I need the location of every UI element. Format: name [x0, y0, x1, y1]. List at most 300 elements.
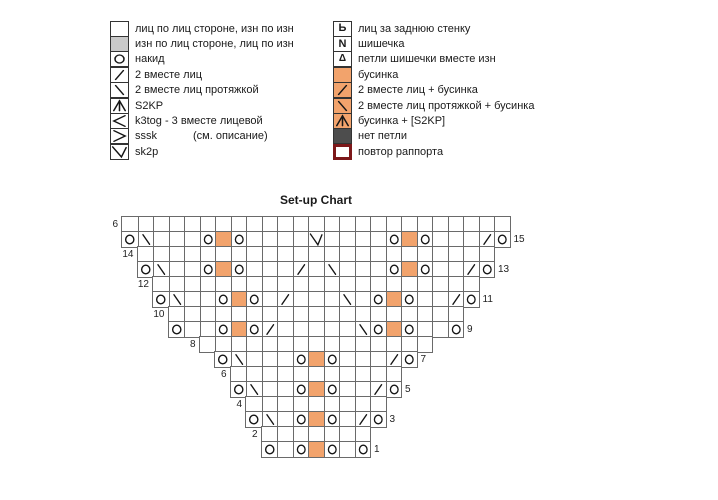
chart-cell-bead: [231, 292, 247, 307]
chart-row-1: [261, 441, 372, 458]
chart-cell-blank: [324, 307, 340, 322]
legend-label: петли шишечки вместе изн: [358, 53, 496, 66]
row-label-left: 8: [189, 339, 196, 350]
chart-cell-yo: [200, 262, 216, 277]
chart-cell-blank: [355, 337, 371, 352]
chart-cell-blank: [293, 232, 309, 247]
chart-cell-blank: [246, 352, 262, 367]
k3tog-icon: [110, 113, 129, 129]
chart-cell-yo: [494, 232, 510, 247]
chart-cell-blank: [386, 367, 402, 382]
chart-cell-k2tog: [293, 262, 309, 277]
chart-cell-blank: [355, 382, 371, 397]
row-label-left: 4: [236, 399, 242, 410]
chart-cell-yo: [324, 412, 340, 427]
chart-cell-k2tog: [386, 352, 402, 367]
chart-cell-bead: [231, 322, 247, 337]
chart-cell-blank: [479, 217, 495, 232]
chart-cell-blank: [370, 262, 386, 277]
chart-cell-yo: [293, 352, 309, 367]
legend-item-s2kp: [110, 98, 294, 113]
chart-cell-blank: [277, 367, 293, 382]
chart-cell-blank: [184, 217, 200, 232]
legend-label: sssk: [135, 130, 157, 143]
chart-cell-blank: [339, 277, 355, 292]
chart-cell-ssk: [262, 412, 278, 427]
chart-cell-blank: [448, 262, 464, 277]
chart-cell-blank: [386, 247, 402, 262]
chart-cell-blank: [386, 307, 402, 322]
chart-cell-blank: [355, 232, 371, 247]
row-label-left: 2: [251, 429, 258, 440]
legend-item-ktbl: [333, 21, 534, 36]
legend-item-bobble-dec: [333, 52, 534, 67]
chart-cell-blank: [262, 367, 278, 382]
chart-cell-blank: [246, 397, 262, 412]
chart-cell-blank: [339, 307, 355, 322]
chart-cell-yo: [200, 232, 216, 247]
chart-cell-bead: [308, 412, 324, 427]
chart-cell-yo: [122, 232, 138, 247]
chart-cell-blank: [169, 217, 185, 232]
chart-cell-blank: [169, 247, 185, 262]
chart-cell-yo: [386, 262, 402, 277]
chart-cell-yo: [324, 382, 340, 397]
chart-cell-blank: [324, 217, 340, 232]
chart-cell-yo: [215, 352, 231, 367]
chart-cell-yo: [231, 232, 247, 247]
chart-cell-bead: [308, 442, 324, 457]
legend-label: S2KP: [135, 99, 164, 112]
row-label-right: 7: [420, 354, 427, 365]
legend-label: изн по лиц стороне, лиц по изн: [135, 38, 294, 51]
chart-cell-blank: [293, 322, 309, 337]
legend-item-knit: [110, 21, 294, 36]
chart-cell-blank: [324, 367, 340, 382]
chart-cell-sk2p: [308, 232, 324, 247]
chart-cell-bead: [386, 322, 402, 337]
chart-cell-k2tog: [479, 232, 495, 247]
chart-cell-blank: [262, 247, 278, 262]
chart-cell-bead: [386, 292, 402, 307]
chart-cell-blank: [277, 382, 293, 397]
chart-cell-blank: [355, 217, 371, 232]
chart-cell-ssk: [339, 292, 355, 307]
chart-cell-yo: [231, 382, 247, 397]
chart-cell-blank: [200, 217, 216, 232]
sk2p-icon: [110, 144, 129, 160]
chart-cell-blank: [432, 322, 448, 337]
chart-cell-blank: [277, 247, 293, 262]
chart-cell-blank: [293, 427, 309, 442]
chart-cell-blank: [448, 247, 464, 262]
chart-cell-blank: [231, 337, 247, 352]
chart-cell-blank: [401, 307, 417, 322]
chart-cell-blank: [308, 262, 324, 277]
chart-cell-blank: [293, 397, 309, 412]
chart-cell-blank: [308, 307, 324, 322]
chart-cell-blank: [432, 217, 448, 232]
chart-cell-blank: [417, 277, 433, 292]
chart-cell-blank: [200, 247, 216, 262]
chart-cell-blank: [262, 292, 278, 307]
purl-icon: [110, 36, 129, 52]
chart-cell-ssk: [231, 352, 247, 367]
chart-cell-yo: [355, 442, 371, 457]
legend-label: k3tog - 3 вместе лицевой: [135, 115, 263, 128]
chart-cell-blank: [246, 217, 262, 232]
chart-cell-blank: [308, 367, 324, 382]
chart-cell-blank: [432, 292, 448, 307]
legend-item-repeat: [333, 144, 534, 159]
chart-cell-blank: [432, 277, 448, 292]
chart-title: Set-up Chart: [280, 193, 352, 207]
chart-cell-blank: [339, 352, 355, 367]
chart-cell-blank: [339, 412, 355, 427]
ssk-icon: [110, 82, 129, 98]
chart-cell-blank: [339, 382, 355, 397]
chart-cell-blank: [169, 262, 185, 277]
chart-cell-blank: [277, 412, 293, 427]
chart-cell-blank: [277, 427, 293, 442]
chart-cell-ssk: [324, 262, 340, 277]
chart-cell-blank: [370, 367, 386, 382]
legend-label: шишечка: [358, 38, 405, 51]
chart-cell-blank: [417, 292, 433, 307]
chart-cell-yo: [215, 322, 231, 337]
chart-cell-blank: [246, 337, 262, 352]
row-label-right: 11: [482, 294, 493, 305]
chart-cell-blank: [200, 307, 216, 322]
chart-cell-blank: [463, 277, 479, 292]
chart-cell-blank: [401, 337, 417, 352]
chart-cell-blank: [277, 352, 293, 367]
bead-icon: [333, 67, 352, 83]
legend-label: лиц по лиц стороне, изн по изн: [135, 22, 294, 35]
chart-cell-blank: [246, 277, 262, 292]
legend-label: повтор раппорта: [358, 145, 444, 158]
chart-cell-blank: [339, 397, 355, 412]
chart-cell-blank: [169, 232, 185, 247]
chart-cell-blank: [293, 307, 309, 322]
chart-cell-blank: [401, 247, 417, 262]
chart-cell-blank: [308, 277, 324, 292]
chart-cell-yo: [246, 292, 262, 307]
chart-cell-blank: [308, 337, 324, 352]
chart-cell-blank: [246, 367, 262, 382]
chart-cell-blank: [277, 307, 293, 322]
chart-cell-blank: [231, 217, 247, 232]
chart-cell-blank: [246, 262, 262, 277]
chart-cell-bead: [215, 262, 231, 277]
chart-cell-blank: [262, 262, 278, 277]
chart-cell-blank: [122, 217, 138, 232]
legend-label: sk2p: [135, 145, 159, 158]
chart-cell-bead: [308, 352, 324, 367]
chart-cell-blank: [401, 277, 417, 292]
chart-cell-blank: [200, 292, 216, 307]
chart-cell-blank: [370, 337, 386, 352]
chart-cell-blank: [370, 307, 386, 322]
chart-cell-blank: [184, 307, 200, 322]
legend-label: 2 вместе лиц: [135, 68, 203, 81]
chart-cell-blank: [184, 247, 200, 262]
chart-cell-blank: [324, 232, 340, 247]
no-stitch-icon: [333, 128, 352, 144]
chart-cell-blank: [432, 262, 448, 277]
row-label-right: 13: [498, 264, 510, 275]
row-label-left: 6: [220, 369, 227, 380]
yo-icon: [110, 51, 129, 67]
chart-cell-blank: [246, 307, 262, 322]
chart-cell-blank: [308, 247, 324, 262]
chart-cell-blank: [339, 232, 355, 247]
chart-cell-blank: [370, 397, 386, 412]
chart-cell-blank: [448, 277, 464, 292]
chart-cell-blank: [308, 427, 324, 442]
chart-cell-blank: [355, 367, 371, 382]
chart-cell-blank: [417, 337, 433, 352]
bobble-dec-icon: Δ: [333, 51, 352, 67]
legend-label-note: (см. описание): [193, 130, 268, 143]
legend-label: 2 вместе лиц протяжкой + бусинка: [358, 99, 535, 112]
chart-cell-blank: [417, 217, 433, 232]
chart-cell-blank: [324, 337, 340, 352]
chart-cell-blank: [432, 247, 448, 262]
chart-cell-blank: [355, 427, 371, 442]
legend-label: нет петли: [358, 130, 407, 143]
chart-cell-blank: [339, 367, 355, 382]
chart-cell-blank: [386, 277, 402, 292]
chart-cell-blank: [324, 277, 340, 292]
row-label-right: 9: [467, 324, 473, 335]
chart-cell-blank: [293, 247, 309, 262]
chart-cell-blank: [339, 322, 355, 337]
chart-cell-blank: [246, 247, 262, 262]
chart-cell-blank: [246, 232, 262, 247]
legend-item-ssk: [110, 83, 294, 98]
chart-cell-blank: [277, 337, 293, 352]
chart-cell-blank: [184, 277, 200, 292]
legend-item-k2tog: [110, 67, 294, 82]
chart-cell-blank: [370, 277, 386, 292]
chart-cell-yo: [417, 262, 433, 277]
chart-cell-k2tog: [448, 292, 464, 307]
bead-s2kp-icon: [333, 113, 352, 129]
bobble-icon: N: [333, 36, 352, 52]
knit-icon: [110, 21, 129, 37]
chart-cell-blank: [277, 277, 293, 292]
chart-cell-blank: [432, 232, 448, 247]
chart-cell-blank: [231, 247, 247, 262]
chart-cell-blank: [184, 232, 200, 247]
chart-cell-ssk: [355, 322, 371, 337]
chart-cell-bead: [401, 232, 417, 247]
chart-cell-blank: [293, 277, 309, 292]
row-label-left: 10: [153, 309, 165, 320]
chart-cell-blank: [308, 397, 324, 412]
chart-cell-blank: [153, 277, 169, 292]
chart-cell-blank: [386, 337, 402, 352]
chart-cell-yo: [401, 292, 417, 307]
chart-cell-blank: [200, 277, 216, 292]
ktbl-icon: Ь: [333, 21, 352, 37]
chart-cell-blank: [386, 217, 402, 232]
chart-cell-ssk: [138, 232, 154, 247]
chart-cell-yo: [324, 352, 340, 367]
chart-cell-blank: [355, 262, 371, 277]
chart-cell-blank: [153, 232, 169, 247]
legend-label: накид: [135, 53, 165, 66]
chart-cell-blank: [262, 352, 278, 367]
chart-cell-blank: [169, 277, 185, 292]
chart-cell-k2tog: [463, 262, 479, 277]
chart-cell-blank: [339, 262, 355, 277]
chart-cell-blank: [293, 337, 309, 352]
bead-k2tog-icon: [333, 82, 352, 98]
chart-cell-yo: [370, 292, 386, 307]
chart-cell-blank: [277, 397, 293, 412]
chart-cell-blank: [308, 292, 324, 307]
chart-cell-yo: [417, 232, 433, 247]
chart-cell-yo: [138, 262, 154, 277]
chart-cell-blank: [153, 247, 169, 262]
chart-cell-blank: [138, 217, 154, 232]
chart-cell-blank: [231, 307, 247, 322]
legend-label: лиц за заднюю стенку: [358, 22, 471, 35]
legend-right-column: [333, 21, 534, 160]
chart-cell-bead: [401, 262, 417, 277]
legend-label: бусинка: [358, 68, 399, 81]
chart-cell-blank: [262, 397, 278, 412]
chart-cell-blank: [308, 217, 324, 232]
row-label-left: 6: [112, 219, 118, 230]
chart-cell-blank: [262, 277, 278, 292]
chart-cell-blank: [169, 307, 185, 322]
legend-item-sk2p: [110, 144, 294, 159]
legend-item-purl: [110, 36, 294, 51]
chart-cell-yo: [231, 262, 247, 277]
chart-cell-blank: [448, 217, 464, 232]
row-label-right: 5: [405, 384, 411, 395]
chart-cell-blank: [370, 352, 386, 367]
k2tog-icon: [110, 67, 129, 83]
chart-cell-blank: [215, 277, 231, 292]
chart-cell-blank: [355, 352, 371, 367]
chart-cell-blank: [262, 427, 278, 442]
chart-cell-blank: [401, 217, 417, 232]
chart-cell-blank: [355, 292, 371, 307]
chart-cell-blank: [355, 397, 371, 412]
chart-cell-blank: [277, 232, 293, 247]
row-label-right: 1: [374, 444, 380, 455]
chart-cell-blank: [184, 262, 200, 277]
chart-cell-blank: [153, 217, 169, 232]
chart-cell-yo: [448, 322, 464, 337]
chart-cell-yo: [293, 442, 309, 457]
chart-cell-ssk: [246, 382, 262, 397]
chart-cell-blank: [355, 247, 371, 262]
legend-item-bead: [333, 67, 534, 82]
legend-item-bead-ssk: [333, 98, 534, 113]
row-label-left: 14: [122, 249, 134, 260]
legend-item-no-stitch: [333, 129, 534, 144]
chart-cell-yo: [262, 442, 278, 457]
chart-cell-blank: [215, 217, 231, 232]
chart-cell-blank: [463, 217, 479, 232]
chart-cell-bead: [308, 382, 324, 397]
chart-cell-yo: [401, 352, 417, 367]
chart-cell-yo: [324, 442, 340, 457]
chart-cell-blank: [262, 307, 278, 322]
chart-cell-blank: [355, 307, 371, 322]
chart-cell-blank: [463, 247, 479, 262]
chart-cell-blank: [355, 277, 371, 292]
chart-cell-yo: [293, 412, 309, 427]
chart-cell-yo: [370, 412, 386, 427]
legend-item-bead-s2kp: [333, 113, 534, 128]
chart-cell-yo: [386, 232, 402, 247]
chart-cell-blank: [231, 277, 247, 292]
legend-label: бусинка + [S2KP]: [358, 115, 446, 128]
chart-cell-yo: [293, 382, 309, 397]
repeat-icon: [333, 144, 352, 160]
chart-cell-bead: [215, 232, 231, 247]
chart-cell-blank: [432, 307, 448, 322]
s2kp-icon: [110, 98, 129, 114]
legend-label: 2 вместе лиц + бусинка: [358, 84, 478, 97]
chart-cell-blank: [293, 292, 309, 307]
chart-cell-ssk: [153, 262, 169, 277]
chart-cell-blank: [339, 427, 355, 442]
chart-cell-blank: [138, 247, 154, 262]
legend-item-k3tog: [110, 113, 294, 128]
chart-cell-blank: [417, 247, 433, 262]
chart-cell-blank: [231, 367, 247, 382]
chart-cell-blank: [262, 382, 278, 397]
chart-cell-yo: [479, 262, 495, 277]
chart-cell-blank: [262, 217, 278, 232]
chart-cell-yo: [246, 412, 262, 427]
chart-cell-blank: [339, 217, 355, 232]
chart-cell-blank: [448, 232, 464, 247]
chart-cell-blank: [370, 247, 386, 262]
chart-cell-blank: [308, 322, 324, 337]
chart-cell-blank: [200, 337, 216, 352]
row-label-right: 3: [389, 414, 396, 425]
chart-cell-blank: [215, 337, 231, 352]
legend-item-yo: [110, 52, 294, 67]
chart-cell-blank: [417, 322, 433, 337]
chart-cell-blank: [494, 217, 510, 232]
chart-cell-k2tog: [370, 382, 386, 397]
chart-cell-blank: [324, 247, 340, 262]
chart-cell-blank: [215, 307, 231, 322]
chart-cell-blank: [463, 232, 479, 247]
chart-cell-k2tog: [277, 292, 293, 307]
chart-cell-blank: [324, 397, 340, 412]
chart-cell-k2tog: [355, 412, 371, 427]
chart-cell-yo: [401, 322, 417, 337]
chart-cell-blank: [339, 337, 355, 352]
chart-cell-yo: [386, 382, 402, 397]
sssk-icon: [110, 128, 129, 144]
row-label-left: 12: [137, 279, 149, 290]
chart-cell-blank: [277, 442, 293, 457]
chart-cell-blank: [200, 322, 216, 337]
chart-cell-blank: [184, 322, 200, 337]
chart-cell-blank: [277, 217, 293, 232]
